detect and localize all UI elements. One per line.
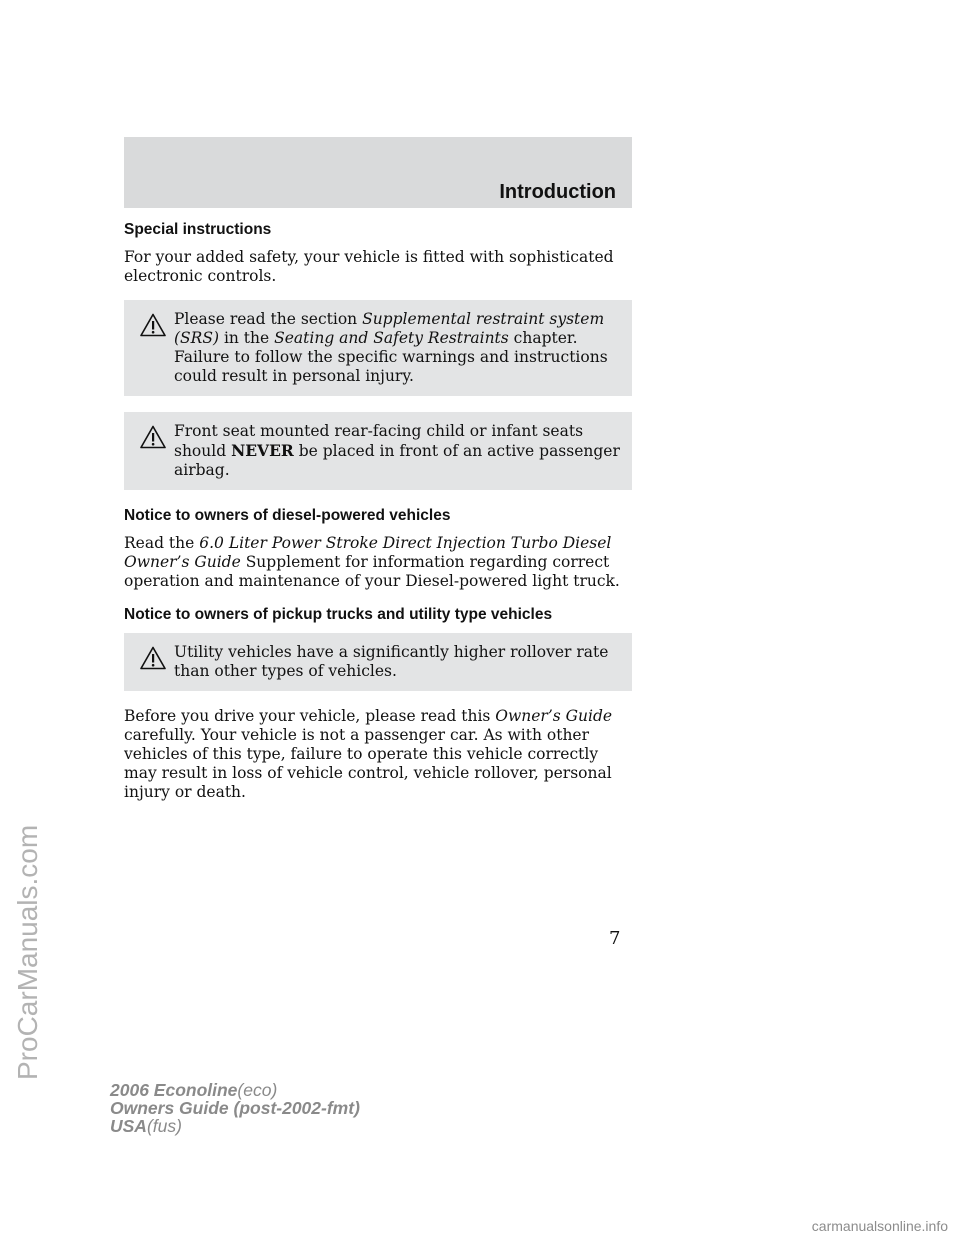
- warning-triangle-icon: [140, 646, 166, 670]
- warning-triangle-icon: [140, 425, 166, 449]
- warning-srs-text: Please read the section Supplemental restraint system (SRS) in the Seating and Safety Restraints chapter. Failure to follow the specific warnings and instructions could result in personal injury.: [174, 310, 608, 385]
- section-header: [124, 137, 632, 208]
- page-number: 7: [609, 928, 621, 949]
- special-instructions-text: For your added safety, your vehicle is fitted with sophisticated electronic controls.: [124, 248, 614, 285]
- site-watermark: carmanualsonline.info: [811, 1218, 948, 1234]
- heading-diesel: Notice to owners of diesel-powered vehicles: [124, 507, 451, 524]
- pickup-text: Before you drive your vehicle, please read this Owner’s Guide carefully. Your vehicle is not a passenger car. As with other vehicles of this type, failure to operate this vehicle correctly may result in loss of vehicle control, vehicle rollover, personal injury or death.: [124, 707, 613, 801]
- warning-box-srs: [124, 300, 632, 396]
- heading-special-instructions: Special instructions: [124, 221, 272, 238]
- warning-box-rollover: [124, 633, 632, 691]
- heading-pickup: Notice to owners of pickup trucks and utility type vehicles: [124, 606, 553, 623]
- footer-doc-info: 2006 Econoline(eco) Owners Guide (post-2002-fmt) USA(fus): [110, 1080, 360, 1136]
- section-title: Introduction: [499, 181, 616, 203]
- warning-child-seat-text: Front seat mounted rear-facing child or infant seats should NEVER be placed in front of an active passenger airbag.: [174, 422, 620, 479]
- page-content: [124, 220, 632, 816]
- diesel-text: Read the 6.0 Liter Power Stroke Direct Injection Turbo Diesel Owner’s Guide Supplement for information regarding correct operation and maintenance of your Diesel-powered light truck.: [124, 534, 620, 590]
- warning-triangle-icon: [140, 313, 166, 337]
- warning-rollover-text: Utility vehicles have a significantly higher rollover rate than other types of vehicles.: [174, 643, 609, 680]
- warning-box-child-seat: [124, 412, 632, 490]
- watermark: ProCarManuals.com: [12, 824, 43, 1080]
